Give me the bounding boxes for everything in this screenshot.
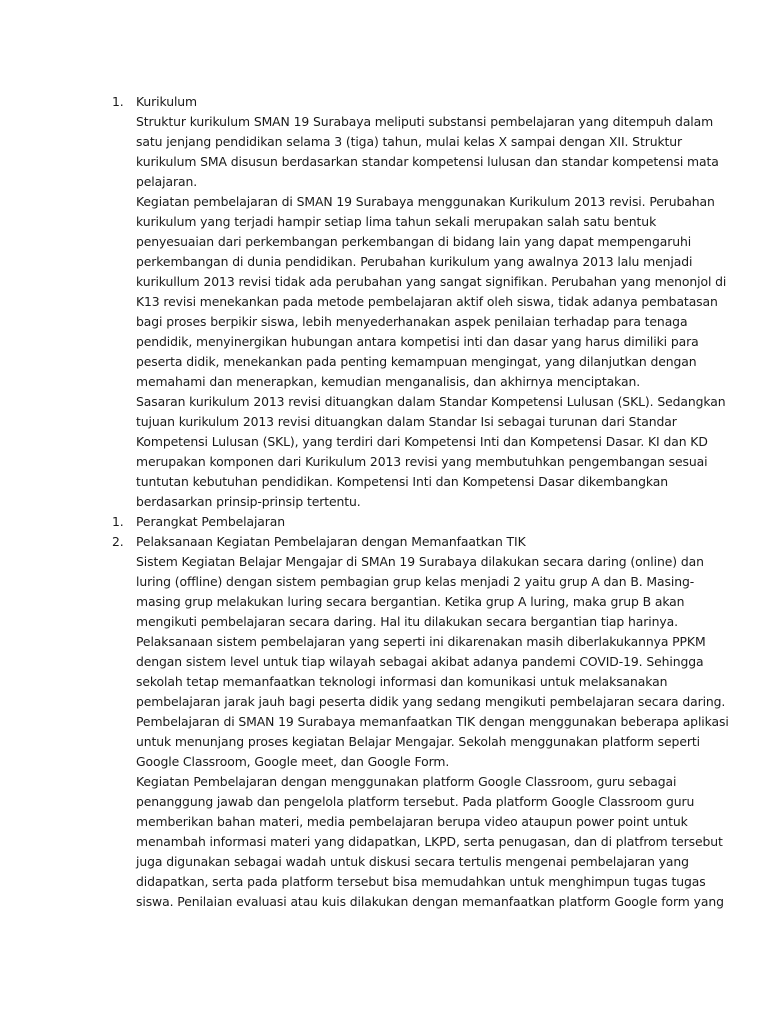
line-text: bagi proses berpikir siswa, lebih menyederhanakan aspek penilaian terhadap para tenaga [136, 314, 688, 329]
line-text: Kompetensi Lulusan (SKL), yang terdiri dari Kompetensi Inti dan Kompetensi Dasar. KI dan KD [136, 434, 708, 449]
paragraph-line [136, 572, 696, 592]
line-text: kurikulum yang terjadi hampir setiap lima tahun sekali merupakan salah satu bentuk [136, 214, 657, 229]
paragraph-line [136, 112, 714, 132]
paragraph-line [136, 872, 706, 892]
line-text: Google Classroom, Google meet, dan Google Form. [136, 754, 450, 769]
line-text: Sasaran kurikulum 2013 revisi dituangkan dalam Standar Kompetensi Lulusan (SKL). Sedangkan [136, 394, 726, 409]
line-text: pendidik, menyinergikan hubungan antara kompetisi inti dan dasar yang harus dimiliki para [136, 334, 699, 349]
line-text: siswa. Penilaian evaluasi atau kuis dilakukan dengan memanfaatkan platform Google form yang [136, 894, 724, 909]
paragraph-line [136, 252, 696, 272]
paragraph-line [136, 552, 704, 572]
line-text: penanggung jawab dan pengelola platform tersebut. Pada platform Google Classroom guru [136, 794, 695, 809]
line-text: luring (offline) dengan sistem pembagian grup kelas menjadi 2 yaitu grup A dan B. Masing- [136, 574, 695, 589]
list-number: 1. [112, 94, 124, 109]
line-text: mengikuti pembelajaran secara daring. Hal itu dilakukan secara bergantian tiap harinya. [136, 614, 678, 629]
paragraph-line [136, 232, 696, 252]
paragraph-line [136, 392, 726, 412]
document-body [112, 92, 729, 912]
paragraph-line [136, 132, 696, 152]
paragraph-line [136, 272, 727, 292]
line-text: penyesuaian dari perkembangan perkembangan di bidang lain yang dapat mempengaruhi [136, 234, 692, 249]
paragraph-line [136, 332, 699, 352]
line-text: dengan sistem level untuk tiap wilayah sebagai akibat adanya pandemi COVID-19. Sehingga [136, 654, 704, 669]
line-text: Perangkat Pembelajaran [136, 514, 286, 529]
list-item-heading [112, 92, 696, 112]
paragraph-line [136, 452, 708, 472]
line-text: juga digunakan sebagai wadah untuk diskusi secara tertulis mengenai pembelajaran yang [136, 854, 689, 869]
line-text: kurikulum SMA disusun berdasarkan standar kompetensi lulusan dan standar kompetensi mata [136, 154, 719, 169]
list-item-heading [112, 532, 696, 552]
paragraph-line [136, 672, 696, 692]
line-text: peserta didik, menekankan pada penting kemampuan mengingat, yang dilanjutkan dengan [136, 354, 697, 369]
line-text: Kurikulum [136, 94, 198, 109]
line-text: sekolah tetap memanfaatkan teknologi informasi dan komunikasi untuk melaksanakan [136, 674, 668, 689]
paragraph-line [136, 352, 696, 372]
paragraph-line [136, 732, 700, 752]
line-text: K13 revisi menekankan pada metode pembelajaran aktif oleh siswa, tidak adanya pembatasan [136, 294, 718, 309]
paragraph-line [136, 412, 696, 432]
line-text: Sistem Kegiatan Belajar Mengajar di SMAn 19 Surabaya dilakukan secara daring (online) dan [136, 554, 704, 569]
paragraph-line [136, 492, 696, 512]
line-text: masing grup melakukan luring secara bergantian. Ketika grup A luring, maka grup B akan [136, 594, 685, 609]
paragraph-line [136, 752, 696, 772]
line-text: pelajaran. [136, 174, 198, 189]
list-item-heading [112, 512, 696, 532]
line-text: didapatkan, serta pada platform tersebut bisa memudahkan untuk menghimpun tugas tugas [136, 874, 706, 889]
paragraph-line [136, 372, 696, 392]
line-text: pembelajaran jarak jauh bagi peserta didik yang sedang mengikuti pembelajaran secara daring. [136, 694, 726, 709]
paragraph-line [136, 652, 704, 672]
line-text: untuk menunjang proses kegiatan Belajar Mengajar. Sekolah menggunakan platform seperti [136, 734, 700, 749]
paragraph-line [136, 832, 723, 852]
paragraph-line [136, 592, 696, 612]
line-text: Pelaksanaan Kegiatan Pembelajaran dengan Memanfaatkan TIK [136, 534, 526, 549]
paragraph-line [136, 892, 724, 912]
paragraph-line [136, 612, 696, 632]
line-text: memahami dan menerapkan, kemudian menganalisis, dan akhirnya menciptakan. [136, 374, 641, 389]
line-text: Struktur kurikulum SMAN 19 Surabaya meliputi substansi pembelajaran yang ditempuh dalam [136, 114, 714, 129]
paragraph-line [136, 852, 696, 872]
line-text: Kegiatan Pembelajaran dengan menggunakan platform Google Classroom, guru sebagai [136, 774, 677, 789]
paragraph-line [136, 292, 718, 312]
paragraph-line [136, 772, 696, 792]
paragraph-line [136, 192, 715, 212]
paragraph-line [136, 812, 696, 832]
line-text: satu jenjang pendidikan selama 3 (tiga) tahun, mulai kelas X sampai dengan XII. Struktur [136, 134, 683, 149]
paragraph-line [136, 792, 696, 812]
list-number: 1. [112, 514, 124, 529]
line-text: Kegiatan pembelajaran di SMAN 19 Surabaya menggunakan Kurikulum 2013 revisi. Perubahan [136, 194, 715, 209]
line-text: merupakan komponen dari Kurikulum 2013 revisi yang membutuhkan pengembangan sesuai [136, 454, 708, 469]
paragraph-line [136, 172, 696, 192]
line-text: perkembangan di dunia pendidikan. Perubahan kurikulum yang awalnya 2013 lalu menjadi [136, 254, 693, 269]
paragraph-line [136, 152, 719, 172]
line-text: berdasarkan prinsip-prinsip tertentu. [136, 494, 361, 509]
paragraph-line [136, 692, 726, 712]
paragraph-line [136, 432, 708, 452]
paragraph-line [136, 632, 706, 652]
paragraph-line [136, 312, 696, 332]
line-text: Pelaksanaan sistem pembelajaran yang seperti ini dikarenakan masih diberlakukannya PPKM [136, 634, 706, 649]
line-text: Pembelajaran di SMAN 19 Surabaya memanfaatkan TIK dengan menggunakan beberapa aplikasi [136, 714, 729, 729]
list-number: 2. [112, 534, 124, 549]
paragraph-line [136, 472, 696, 492]
line-text: kurikullum 2013 revisi tidak ada perubahan yang sangat signifikan. Perubahan yang menonjol di [136, 274, 727, 289]
line-text: tuntutan kebutuhan pendidikan. Kompetensi Inti dan Kompetensi Dasar dikembangkan [136, 474, 668, 489]
line-text: tujuan kurikulum 2013 revisi dituangkan dalam Standar Isi sebagai turunan dari Standar [136, 414, 677, 429]
paragraph-line [136, 712, 729, 732]
line-text: memberikan bahan materi, media pembelajaran berupa video ataupun power point untuk [136, 814, 688, 829]
line-text: menambah informasi materi yang didapatkan, LKPD, serta penugasan, dan di platfrom tersebut [136, 834, 723, 849]
paragraph-line [136, 212, 696, 232]
